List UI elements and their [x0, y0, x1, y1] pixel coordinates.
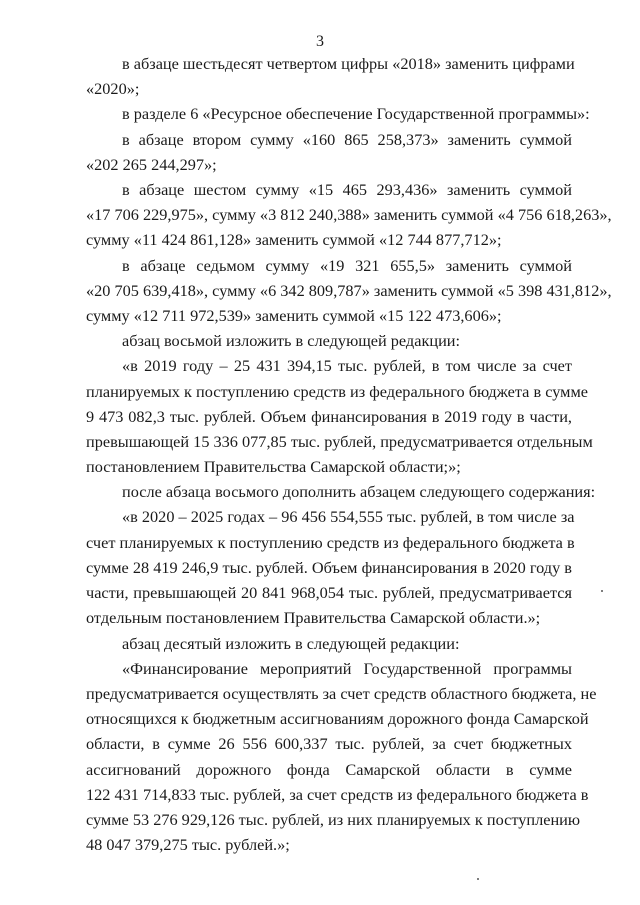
- text-line: в абзаце втором сумму «160 865 258,373» заменить суммой: [122, 130, 572, 149]
- text-line: абзац десятый изложить в следующей редакции:: [122, 634, 460, 653]
- text-line: счет планируемых к поступлению средств из федерального бюджета в: [86, 533, 575, 552]
- text-line: части, превышающей 20 841 968,054 тыс. рублей, предусматривается: [86, 583, 572, 602]
- text-line: в абзаце шестьдесят четвертом цифры «2018» заменить цифрами: [122, 54, 575, 73]
- text-line: «в 2019 году – 25 431 394,15 тыс. рублей, в том числе за счет: [122, 356, 572, 375]
- text-line: в разделе 6 «Ресурсное обеспечение Государственной программы»:: [122, 104, 590, 123]
- text-line: 122 431 714,833 тыс. рублей, за счет средств из федерального бюджета в: [86, 785, 589, 804]
- scan-speck: [477, 878, 479, 880]
- text-line: предусматривается осуществлять за счет средств областного бюджета, не: [86, 684, 597, 703]
- text-line: в абзаце шестом сумму «15 465 293,436» заменить суммой: [122, 180, 572, 199]
- text-line: ассигнований дорожного фонда Самарской области в сумме: [86, 760, 572, 779]
- scan-speck: [601, 590, 603, 592]
- text-line: относящихся к бюджетным ассигнованиям дорожного фонда Самарской: [86, 709, 589, 728]
- text-line: «202 265 244,297»;: [86, 155, 217, 174]
- text-line: сумме 28 419 246,9 тыс. рублей. Объем финансирования в 2020 году в: [86, 558, 572, 577]
- text-line: после абзаца восьмого дополнить абзацем следующего содержания:: [122, 482, 596, 501]
- page-number: 3: [316, 33, 324, 50]
- text-line: абзац восьмой изложить в следующей редакции:: [122, 331, 461, 350]
- text-line: постановлением Правительства Самарской области;»;: [86, 457, 461, 476]
- text-line: «Финансирование мероприятий Государственной программы: [122, 659, 572, 678]
- text-line: превышающей 15 336 077,85 тыс. рублей, предусматривается отдельным: [86, 432, 593, 451]
- text-line: 9 473 082,3 тыс. рублей. Объем финансирования в 2019 году в части,: [86, 407, 572, 426]
- text-line: «17 706 229,975», сумму «3 812 240,388» заменить суммой «4 756 618,263»,: [86, 205, 612, 224]
- text-line: планируемых к поступлению средств из федерального бюджета в сумме: [86, 382, 588, 401]
- text-line: «в 2020 – 2025 годах – 96 456 554,555 тыс. рублей, в том числе за: [122, 507, 575, 526]
- text-line: отдельным постановлением Правительства Самарской области.»;: [86, 608, 541, 627]
- text-line: области, в сумме 26 556 600,337 тыс. рублей, за счет бюджетных: [86, 734, 572, 753]
- text-line: 48 047 379,275 тыс. рублей.»;: [86, 835, 290, 854]
- text-line: сумму «12 711 972,539» заменить суммой «15 122 473,606»;: [86, 306, 502, 325]
- text-line: «20 705 639,418», сумму «6 342 809,787» заменить суммой «5 398 431,812»,: [86, 281, 612, 300]
- text-line: в абзаце седьмом сумму «19 321 655,5» заменить суммой: [122, 256, 572, 275]
- text-line: сумму «11 424 861,128» заменить суммой «12 744 877,712»;: [86, 230, 502, 249]
- text-line: «2020»;: [86, 79, 140, 98]
- text-line: сумме 53 276 929,126 тыс. рублей, из них планируемых к поступлению: [86, 810, 581, 829]
